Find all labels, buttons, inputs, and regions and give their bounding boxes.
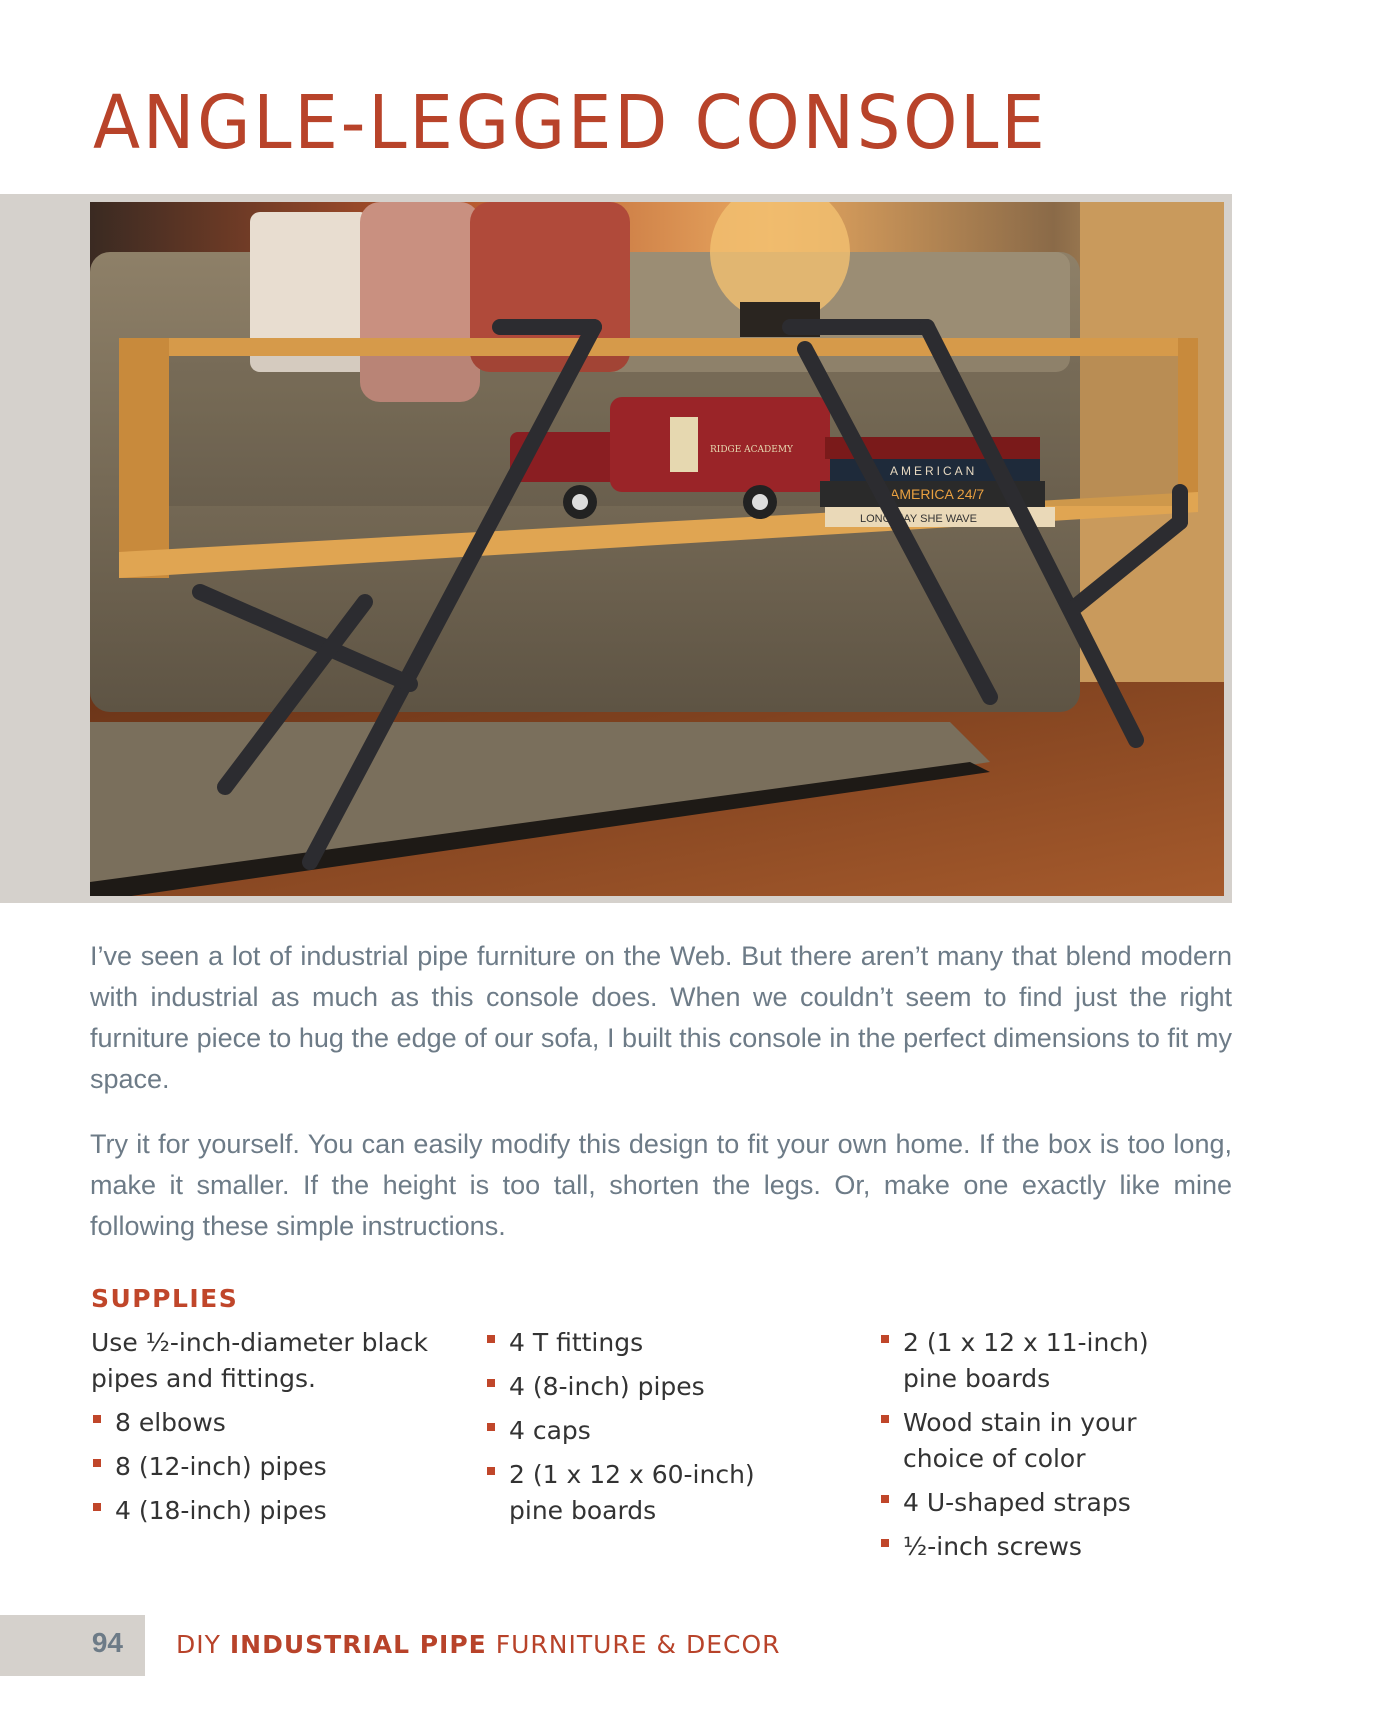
supply-item: 2 (1 x 12 x 60-inch) pine boards (485, 1457, 779, 1529)
supply-item: 4 caps (485, 1413, 845, 1449)
supplies-column-2 (485, 1325, 845, 1537)
running-footer (176, 1630, 781, 1659)
book-title: LONG MAY SHE WAVE (860, 513, 977, 525)
supply-item: 4 (8-inch) pipes (485, 1369, 845, 1405)
page-title: ANGLE-LEGGED CONSOLE (93, 80, 1048, 166)
supply-item: ½-inch screws (879, 1529, 1239, 1565)
instructions-paragraph: Try it for yourself. You can easily modify this design to fit your own home. If the box is too long, make it smaller. If the height is too tall, shorten the legs. Or, make one exactly like mine following these simple instructions. (90, 1129, 1232, 1241)
page-number: 94 (91, 1627, 123, 1658)
supply-item: 4 (18-inch) pipes (91, 1493, 451, 1529)
page-number-box (0, 1615, 145, 1676)
intro-paragraph: I’ve seen a lot of industrial pipe furniture on the Web. But there aren’t many that blend modern with industrial as much as this console does. When we couldn’t seem to find just the right furniture piece to hug the edge of our sofa, I built this console in the perfect dimensions to fit my space. (90, 941, 1232, 1094)
footer-bold: INDUSTRIAL PIPE (229, 1630, 487, 1659)
footer-suffix: FURNITURE & DECOR (495, 1630, 781, 1659)
console-photo (90, 202, 1224, 896)
supply-item: 8 elbows (91, 1405, 451, 1441)
supplies-heading: SUPPLIES (91, 1284, 239, 1313)
supplies-column-3 (879, 1325, 1239, 1573)
supply-item: Wood stain in your choice of color (879, 1405, 1183, 1477)
supplies-intro: Use ½-inch-diameter black pipes and fittings. (91, 1328, 428, 1393)
book-title: AMERICAN (890, 464, 978, 478)
supply-item: 4 U-shaped straps (879, 1485, 1239, 1521)
supply-item: 2 (1 x 12 x 11-inch) pine boards (879, 1325, 1173, 1397)
supplies-column-1 (91, 1325, 451, 1537)
supply-item: 4 T fittings (485, 1325, 845, 1361)
book-title: AMERICA 24/7 (890, 486, 985, 502)
supply-item: 8 (12-inch) pipes (91, 1449, 451, 1485)
console-photo-illustration (90, 202, 1224, 896)
footer-prefix: DIY (176, 1630, 221, 1659)
truck-lettering: RIDGE ACADEMY (710, 445, 793, 455)
